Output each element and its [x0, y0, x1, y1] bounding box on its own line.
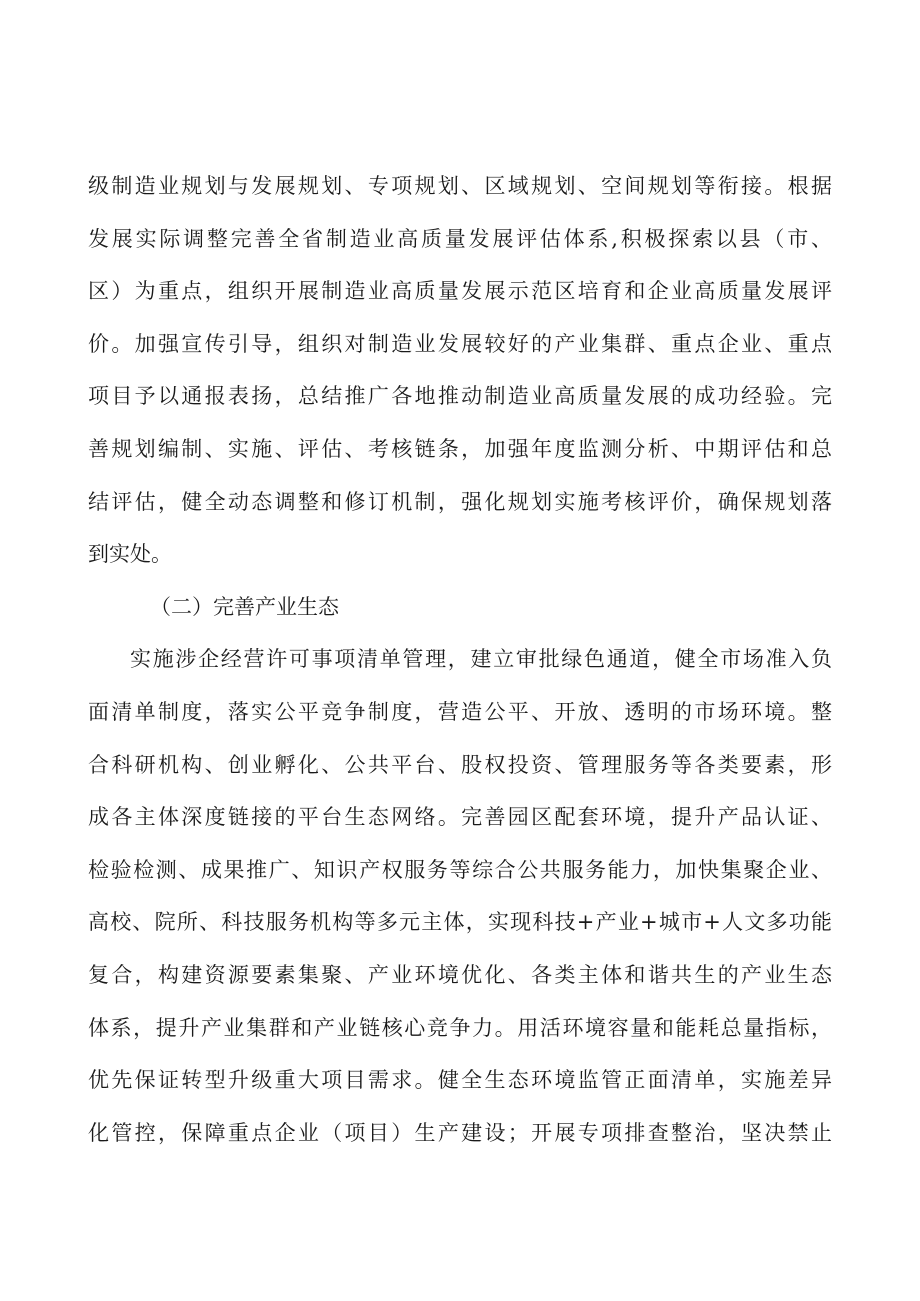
text-line: 结评估，健全动态调整和修订机制，强化规划实施考核评价，确保规划落: [88, 489, 832, 514]
text-line: 到实处。: [88, 542, 172, 567]
text-line: 善规划编制、实施、评估、考核链条，加强年度监测分析、中期评估和总: [88, 436, 832, 461]
text-line: 成各主体深度链接的平台生态网络。完善园区配套环境，提升产品认证、: [88, 805, 832, 830]
paragraph-1: [88, 166, 832, 587]
text-line: 复合，构建资源要素集聚、产业环境优化、各类主体和谐共生的产业生态: [88, 962, 832, 987]
text-line: 项目予以通报表扬，总结推广各地推动制造业高质量发展的成功经验。完: [88, 384, 832, 409]
paragraph-2: [88, 639, 832, 1165]
text-line: 化管控，保障重点企业（项目）生产建设；开展专项排查整治，坚决禁止: [88, 1120, 832, 1145]
text-line: 体系，提升产业集群和产业链核心竞争力。用活环境容量和能耗总量指标，: [88, 1015, 832, 1040]
document-body: [88, 166, 832, 1165]
text-line: 价。加强宣传引导，组织对制造业发展较好的产业集群、重点企业、重点: [88, 331, 832, 356]
text-line: 合科研机构、创业孵化、公共平台、股权投资、管理服务等各类要素，形: [88, 752, 832, 777]
text-line: 优先保证转型升级重大项目需求。健全生态环境监管正面清单，实施差异: [88, 1068, 832, 1093]
section-heading: （二）完善产业生态: [150, 594, 339, 619]
text-line: 级制造业规划与发展规划、专项规划、区域规划、空间规划等衔接。根据: [88, 174, 832, 198]
text-line: 实施涉企经营许可事项清单管理，建立审批绿色通道，健全市场准入负: [130, 647, 832, 672]
text-line: 区）为重点，组织开展制造业高质量发展示范区培育和企业高质量发展评: [88, 279, 832, 304]
text-line: 检验检测、成果推广、知识产权服务等综合公共服务能力，加快集聚企业、: [88, 857, 832, 882]
text-line: 发展实际调整完善全省制造业高质量发展评估体系,积极探索以县（市、: [88, 226, 832, 251]
text-line: 面清单制度，落实公平竞争制度，营造公平、开放、透明的市场环境。整: [88, 699, 832, 724]
text-line: 高校、院所、科技服务机构等多元主体，实现科技+产业+城市+人文多功能: [88, 910, 832, 935]
